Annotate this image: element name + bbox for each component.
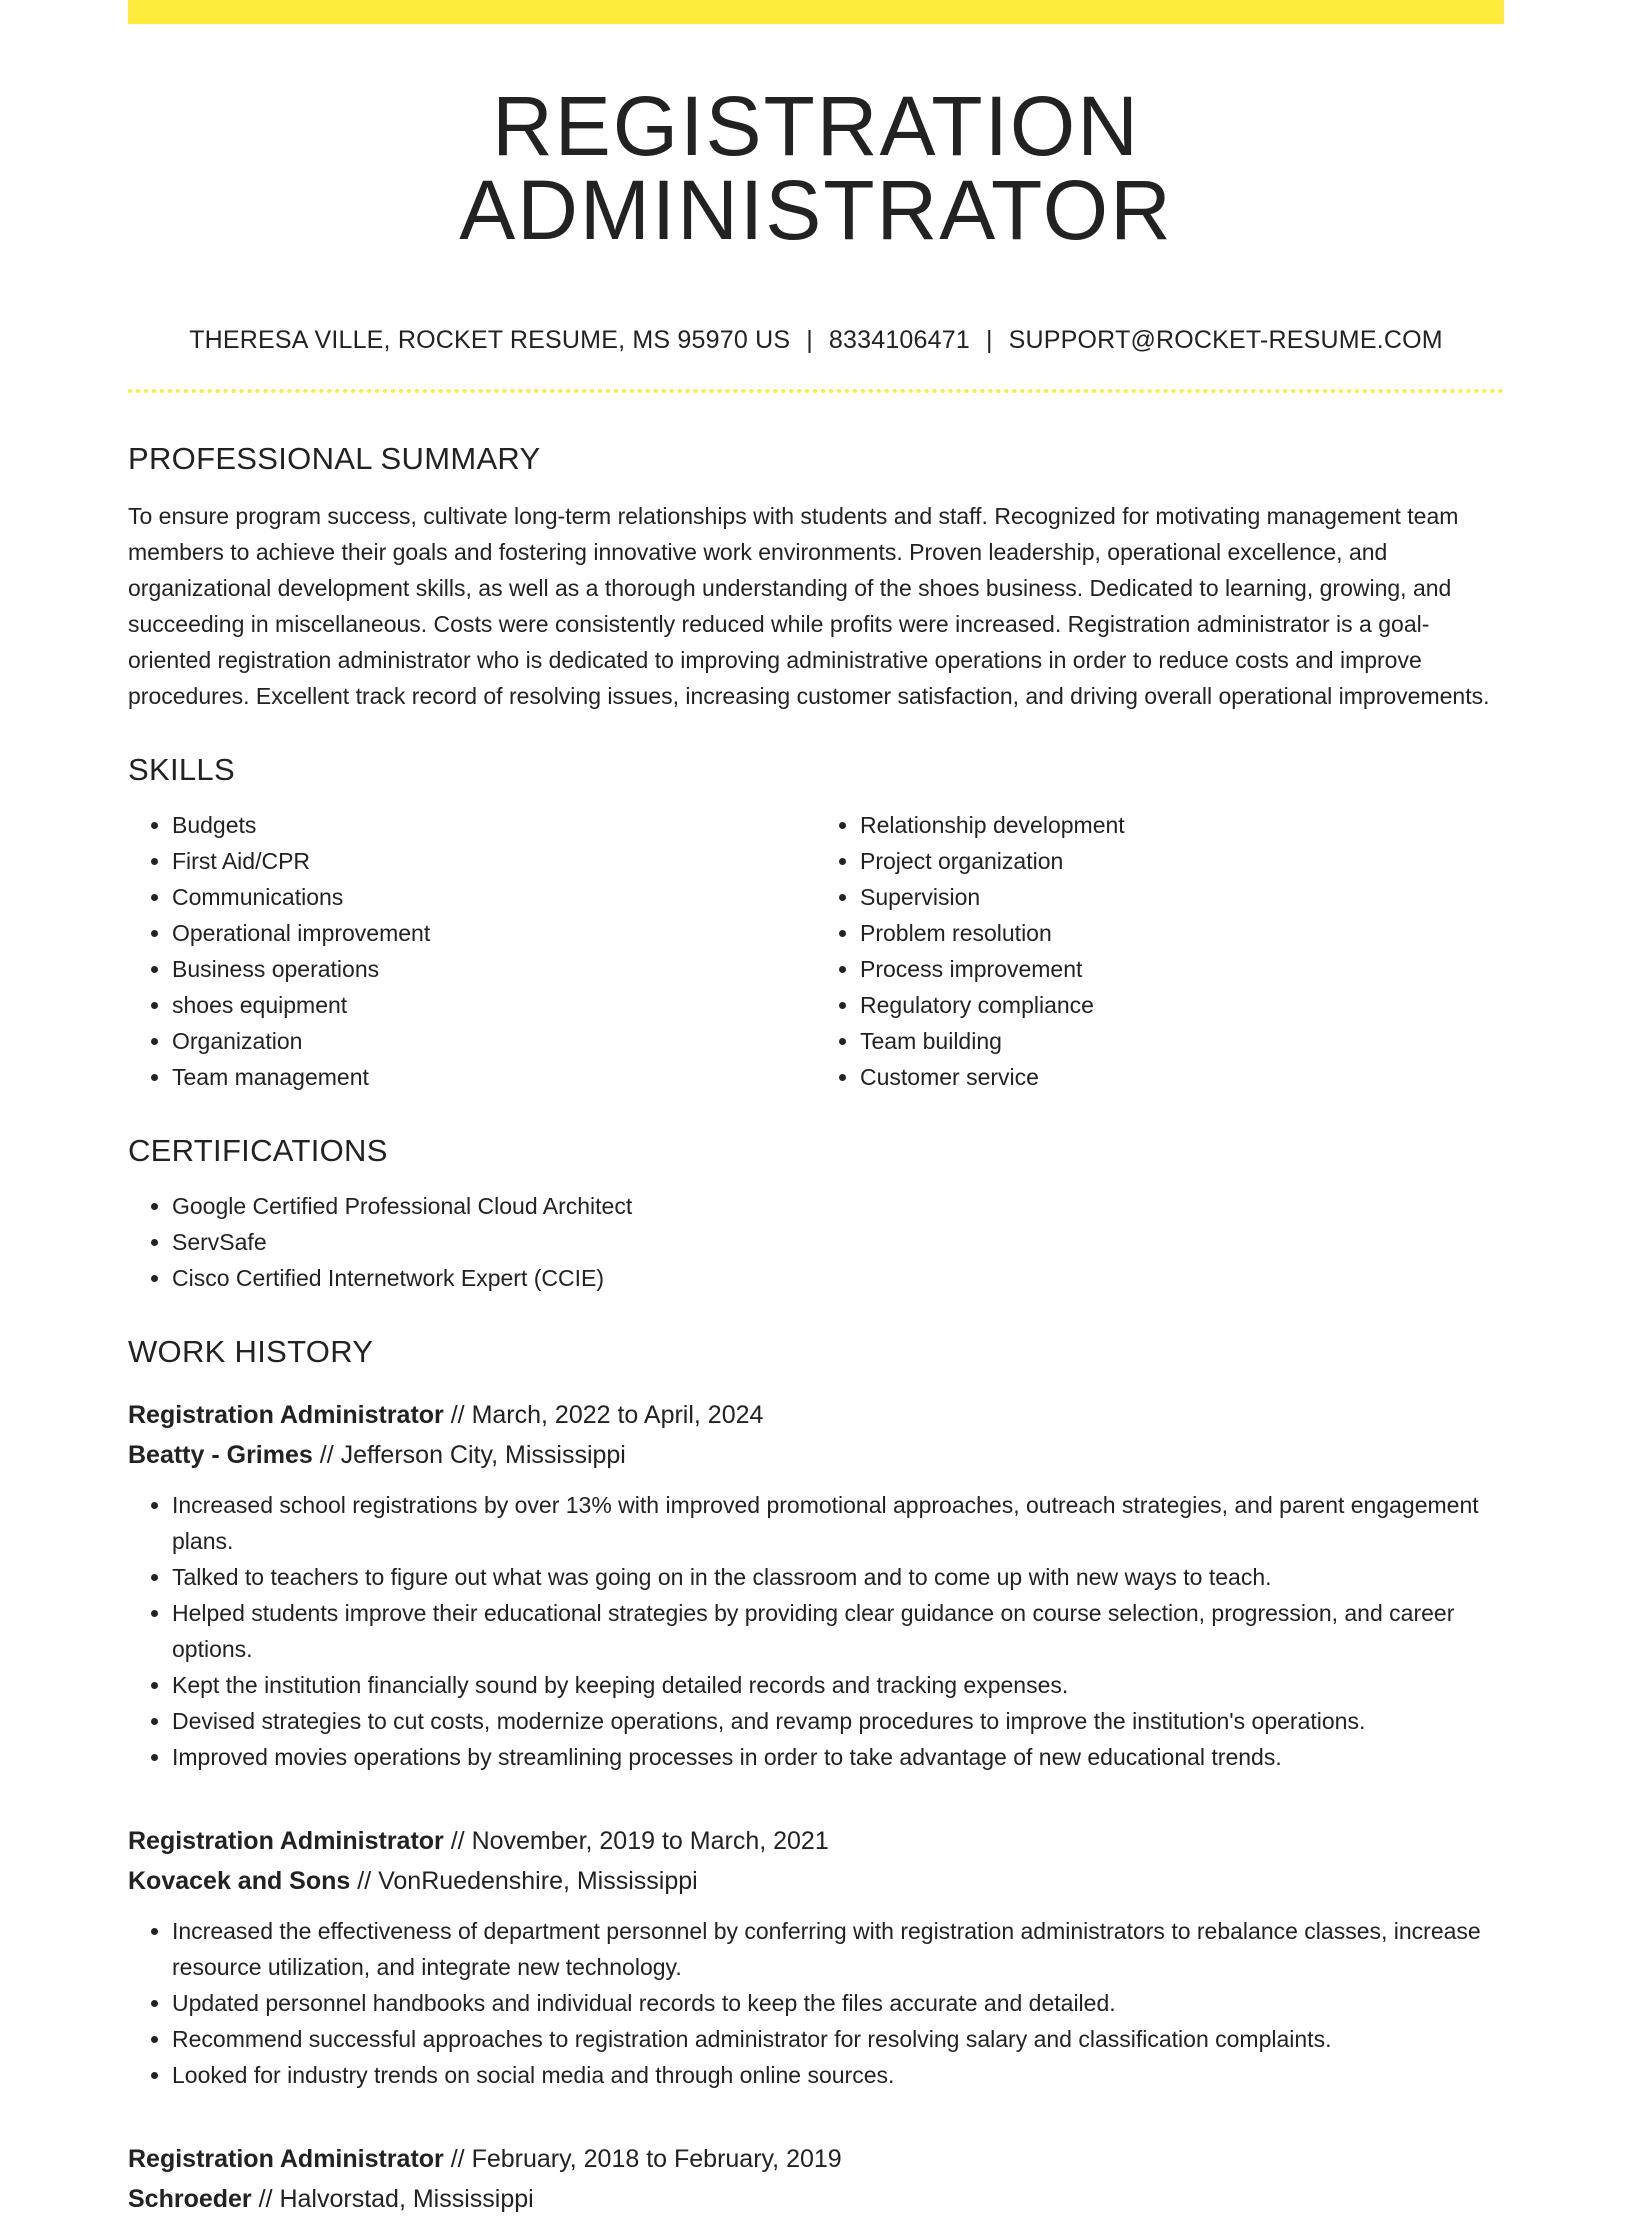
skill-item: • shoes equipment — [172, 987, 816, 1023]
job-entry — [128, 1821, 1504, 2093]
skill-item: • Project organization — [860, 843, 1504, 879]
job-entry — [128, 1395, 1504, 1775]
job-location: // Jefferson City, Mississippi — [319, 1441, 626, 1469]
skill-item: • Problem resolution — [860, 915, 1504, 951]
job-company-line — [128, 1861, 1504, 1901]
job-bullet: • Recommend successful approaches to registration administrator for resolving salary and classification complaints. — [172, 2021, 1504, 2057]
job-dates: // November, 2019 to March, 2021 — [450, 1827, 829, 1855]
contact-email: SUPPORT@ROCKET-RESUME.COM — [1008, 326, 1443, 354]
summary-heading: PROFESSIONAL SUMMARY — [128, 441, 541, 476]
dotted-divider — [128, 389, 1504, 393]
skills-columns — [128, 807, 1504, 1095]
skill-item: • First Aid/CPR — [172, 843, 816, 879]
job-location: // VonRuedenshire, Mississippi — [357, 1867, 698, 1895]
skill-item: • Team building — [860, 1023, 1504, 1059]
accent-bar — [128, 0, 1504, 24]
skill-item: • Team management — [172, 1059, 816, 1095]
work-history-section — [128, 1336, 1504, 2219]
contact-line — [128, 328, 1504, 353]
certifications-heading: CERTIFICATIONS — [128, 1133, 388, 1168]
job-company: Beatty - Grimes — [128, 1441, 313, 1469]
contact-separator: | — [806, 326, 813, 354]
certification-item: • ServSafe — [172, 1224, 1504, 1260]
job-bullet: • Kept the institution financially sound by keeping detailed records and tracking expenses. — [172, 1667, 1504, 1703]
job-bullet: • Helped students improve their educational strategies by providing clear guidance on course selection, progression, and career options. — [172, 1595, 1504, 1667]
job-bullets — [128, 1487, 1504, 1775]
job-dates: // February, 2018 to February, 2019 — [450, 2145, 842, 2173]
certifications-section — [128, 1135, 1504, 1296]
job-bullet: • Increased school registrations by over 13% with improved promotional approaches, outreach strategies, and parent engagement plans. — [172, 1487, 1504, 1559]
summary-text: To ensure program success, cultivate long-term relationships with students and staff. Recognized for motivating management team members to achieve their goals and fostering innovative work environments. Proven leadership, operational excellence, and organizational development skills, as well as a thorough understanding of the shoes business. Dedicated to learning, growing, and succeeding in miscellaneous. Costs were consistently reduced while profits were increased. Registration administrator is a goal-oriented registration administrator who is dedicated to improving administrative operations in order to reduce costs and improve procedures. Excellent track record of resolving issues, increasing customer satisfaction, and driving overall operational improvements. — [128, 503, 1490, 709]
skill-item: • Operational improvement — [172, 915, 816, 951]
work-history-heading: WORK HISTORY — [128, 1334, 374, 1369]
job-company: Schroeder — [128, 2185, 252, 2213]
contact-separator: | — [985, 326, 993, 354]
job-bullet: • Updated personnel handbooks and individual records to keep the files accurate and detailed. — [172, 1985, 1504, 2021]
skills-list-right — [816, 807, 1504, 1095]
job-bullets — [128, 1913, 1504, 2093]
skills-heading: SKILLS — [128, 752, 235, 787]
contact-address: THERESA VILLE, ROCKET RESUME, MS 95970 US — [189, 326, 791, 354]
contact-phone: 8334106471 — [828, 326, 970, 354]
skill-item: • Relationship development — [860, 807, 1504, 843]
job-bullet: • Improved movies operations by streamlining processes in order to take advantage of new educational trends. — [172, 1739, 1504, 1775]
skill-item: • Supervision — [860, 879, 1504, 915]
job-title: Registration Administrator — [128, 1827, 444, 1855]
job-bullet: • Increased the effectiveness of department personnel by conferring with registration administrators to rebalance classes, increase resource utilization, and integrate new technology. — [172, 1913, 1504, 1985]
skills-section — [128, 754, 1504, 1095]
job-location: // Halvorstad, Mississippi — [258, 2185, 534, 2213]
job-company-line — [128, 1435, 1504, 1475]
skill-item: • Customer service — [860, 1059, 1504, 1095]
skill-item: • Process improvement — [860, 951, 1504, 987]
job-company-line — [128, 2179, 1504, 2219]
job-title: Registration Administrator — [128, 1401, 444, 1429]
job-company: Kovacek and Sons — [128, 1867, 351, 1895]
resume-page — [128, 0, 1504, 2219]
job-title-line — [128, 2139, 1504, 2179]
skill-item: • Business operations — [172, 951, 816, 987]
skill-item: • Budgets — [172, 807, 816, 843]
certifications-list — [128, 1188, 1504, 1296]
job-bullet: • Devised strategies to cut costs, modernize operations, and revamp procedures to improve the institution's operations. — [172, 1703, 1504, 1739]
job-entry — [128, 2139, 1504, 2219]
job-bullet: • Looked for industry trends on social media and through online sources. — [172, 2057, 1504, 2093]
job-dates: // March, 2022 to April, 2024 — [450, 1401, 764, 1429]
skills-list-left — [128, 807, 816, 1095]
skill-item: • Communications — [172, 879, 816, 915]
job-title: Registration Administrator — [128, 2145, 444, 2173]
skill-item: • Regulatory compliance — [860, 987, 1504, 1023]
certification-item: • Google Certified Professional Cloud Architect — [172, 1188, 1504, 1224]
skill-item: • Organization — [172, 1023, 816, 1059]
certification-item: • Cisco Certified Internetwork Expert (CCIE) — [172, 1260, 1504, 1296]
job-title-line — [128, 1395, 1504, 1435]
job-title-line — [128, 1821, 1504, 1861]
job-bullet: • Talked to teachers to figure out what was going on in the classroom and to come up with new ways to teach. — [172, 1559, 1504, 1595]
resume-title: REGISTRATION ADMINISTRATOR — [459, 79, 1173, 257]
summary-section — [128, 443, 1504, 714]
